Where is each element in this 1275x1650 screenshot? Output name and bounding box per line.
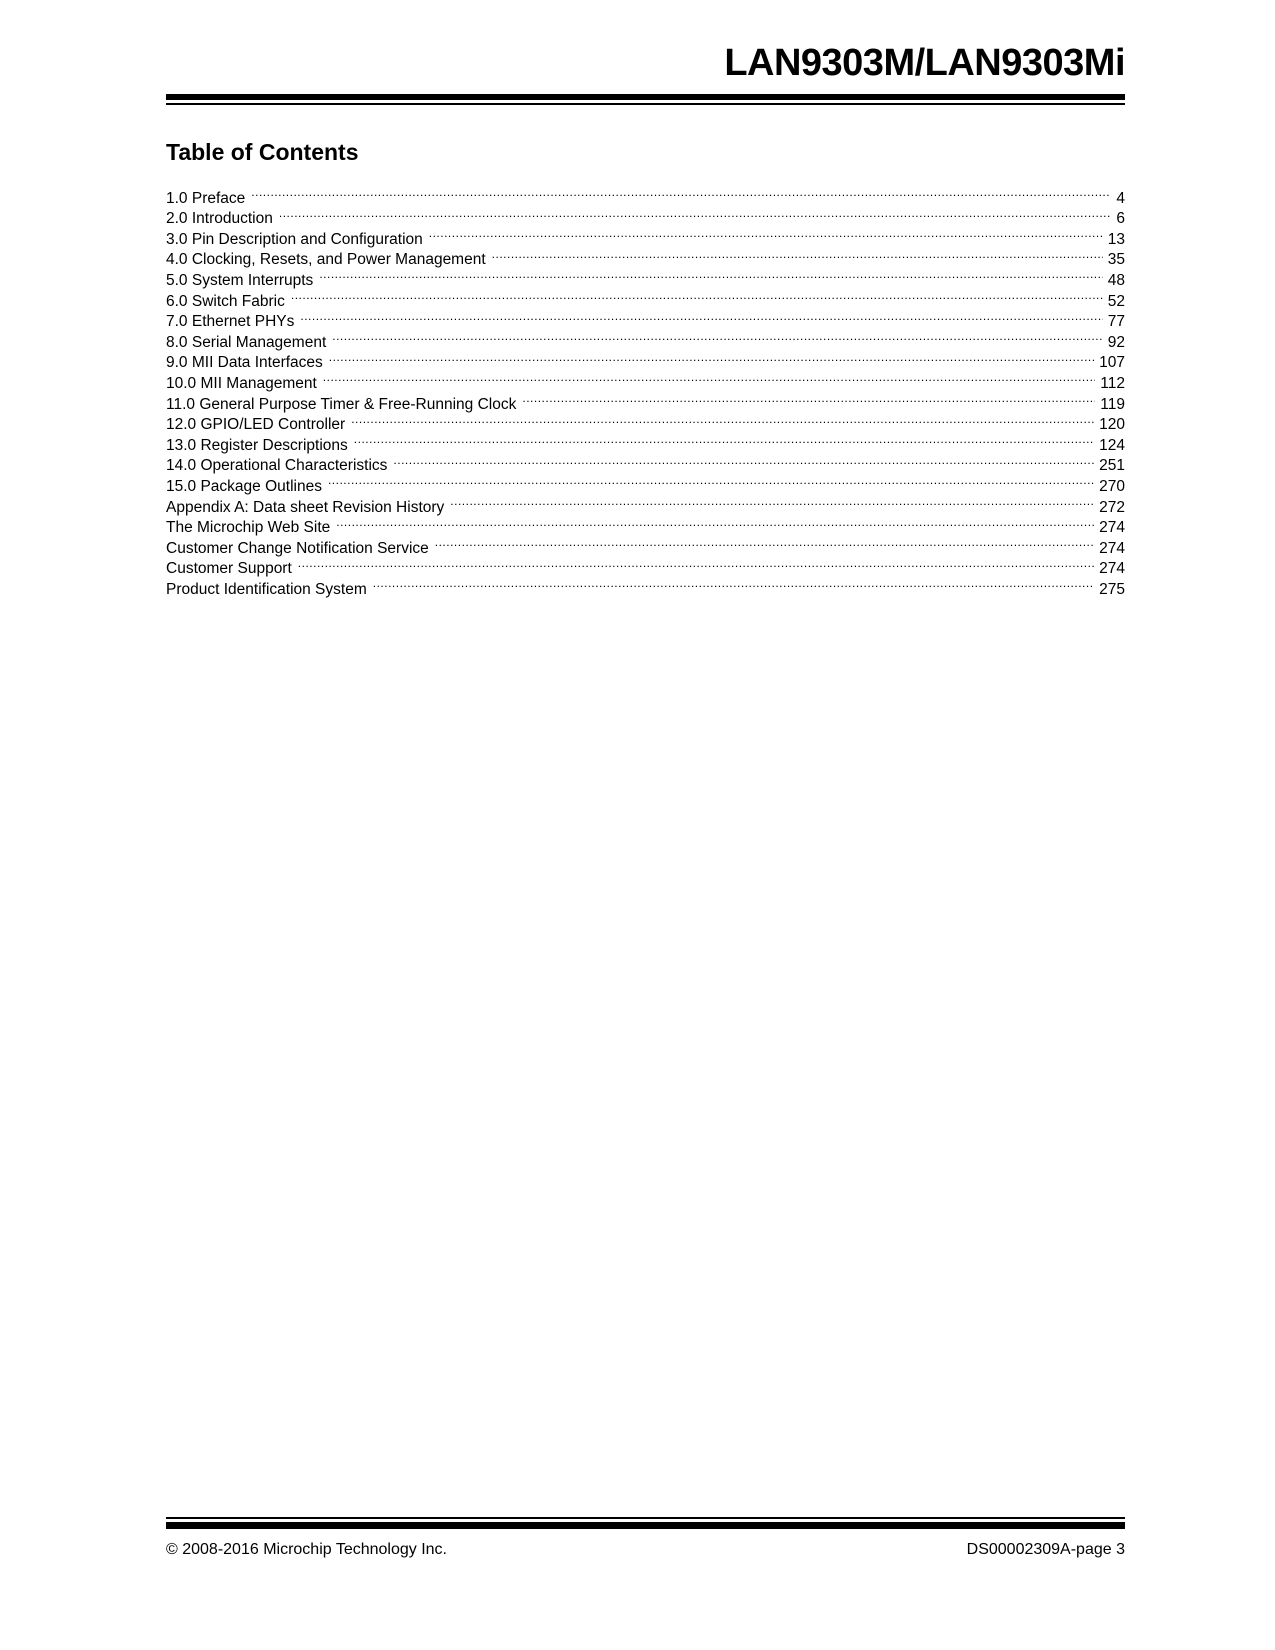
toc-entry-product-identification[interactable] [166, 573, 1125, 598]
toc-list [166, 182, 1125, 598]
toc-entry-title: The Microchip Web Site [166, 519, 331, 537]
toc-entry-title: Product Identification System [166, 580, 367, 598]
toc-dot-leader [393, 450, 1094, 471]
footer-copyright: © 2008-2016 Microchip Technology Inc. [166, 1541, 447, 1558]
toc-entry-title: 7.0 Ethernet PHYs [166, 313, 295, 331]
toc-entry-title: 1.0 Preface [166, 189, 246, 207]
toc-entry-title: Appendix A: Data sheet Revision History [166, 498, 445, 516]
footer-rule-thick [166, 1522, 1125, 1529]
toc-dot-leader [251, 182, 1111, 203]
toc-entry-title: 12.0 GPIO/LED Controller [166, 416, 346, 434]
toc-dot-leader [291, 285, 1103, 306]
toc-entry-switch-fabric[interactable] [166, 285, 1125, 310]
toc-dot-leader [279, 203, 1112, 224]
toc-entry-customer-support[interactable] [166, 553, 1125, 578]
toc-dot-leader [522, 388, 1095, 409]
toc-entry-page: 274 [1099, 519, 1125, 537]
toc-entry-ethernet-phys[interactable] [166, 306, 1125, 331]
toc-entry-title: 5.0 System Interrupts [166, 271, 314, 289]
toc-heading: Table of Contents [166, 139, 359, 165]
toc-entry-page: 274 [1099, 560, 1125, 578]
toc-entry-title: 4.0 Clocking, Resets, and Power Management [166, 251, 486, 269]
toc-entry-page: 77 [1107, 313, 1125, 331]
toc-dot-leader [319, 264, 1102, 285]
toc-entry-page: 272 [1099, 498, 1125, 516]
toc-entry-title: 8.0 Serial Management [166, 333, 327, 351]
footer-page-label: DS00002309A-page 3 [966, 1541, 1125, 1558]
toc-entry-serial-management[interactable] [166, 326, 1125, 351]
toc-entry-page: 275 [1099, 580, 1125, 598]
toc-entry-title: 2.0 Introduction [166, 210, 273, 228]
toc-dot-leader [329, 347, 1094, 368]
toc-entry-page: 124 [1099, 436, 1125, 454]
toc-entry-page: 107 [1099, 354, 1125, 372]
toc-entry-page: 4 [1116, 189, 1125, 207]
toc-dot-leader [300, 306, 1102, 327]
header-rule-thick [166, 94, 1125, 100]
toc-dot-leader [351, 409, 1094, 430]
toc-entry-page: 48 [1107, 271, 1125, 289]
toc-entry-page: 274 [1099, 539, 1125, 557]
toc-entry-title: 3.0 Pin Description and Configuration [166, 230, 423, 248]
toc-dot-leader [373, 573, 1094, 594]
toc-entry-title: 9.0 MII Data Interfaces [166, 354, 323, 372]
toc-dot-leader [450, 491, 1094, 512]
toc-entry-page: 92 [1107, 333, 1125, 351]
toc-entry-page: 270 [1099, 477, 1125, 495]
toc-entry-page: 251 [1099, 457, 1125, 475]
toc-dot-leader [332, 326, 1102, 347]
toc-entry-title: 11.0 General Purpose Timer & Free-Running Clock [166, 395, 517, 413]
toc-dot-leader [354, 429, 1094, 450]
toc-entry-preface[interactable] [166, 182, 1125, 207]
toc-entry-page: 120 [1099, 416, 1125, 434]
toc-dot-leader [336, 512, 1094, 533]
toc-entry-pin-description[interactable] [166, 223, 1125, 248]
toc-dot-leader [435, 532, 1094, 553]
toc-dot-leader [492, 244, 1103, 265]
toc-entry-page: 119 [1100, 395, 1125, 413]
toc-entry-page: 112 [1100, 374, 1125, 392]
toc-dot-leader [328, 470, 1094, 491]
document-title: LAN9303M/LAN9303Mi [724, 42, 1125, 84]
toc-entry-title: Customer Change Notification Service [166, 539, 429, 557]
footer-rule-thin [166, 1517, 1125, 1519]
toc-entry-title: 14.0 Operational Characteristics [166, 457, 388, 475]
toc-entry-title: 13.0 Register Descriptions [166, 436, 348, 454]
toc-entry-page: 6 [1116, 210, 1125, 228]
toc-entry-page: 13 [1107, 230, 1125, 248]
toc-entry-introduction[interactable] [166, 203, 1125, 228]
toc-entry-title: 6.0 Switch Fabric [166, 292, 285, 310]
toc-dot-leader [323, 367, 1096, 388]
header-rule-thin [166, 103, 1125, 105]
toc-entry-title: Customer Support [166, 560, 292, 578]
toc-dot-leader [298, 553, 1094, 574]
toc-entry-page: 35 [1107, 251, 1125, 269]
toc-dot-leader [429, 223, 1103, 244]
toc-entry-page: 52 [1107, 292, 1125, 310]
toc-entry-title: 15.0 Package Outlines [166, 477, 322, 495]
toc-entry-title: 10.0 MII Management [166, 374, 317, 392]
